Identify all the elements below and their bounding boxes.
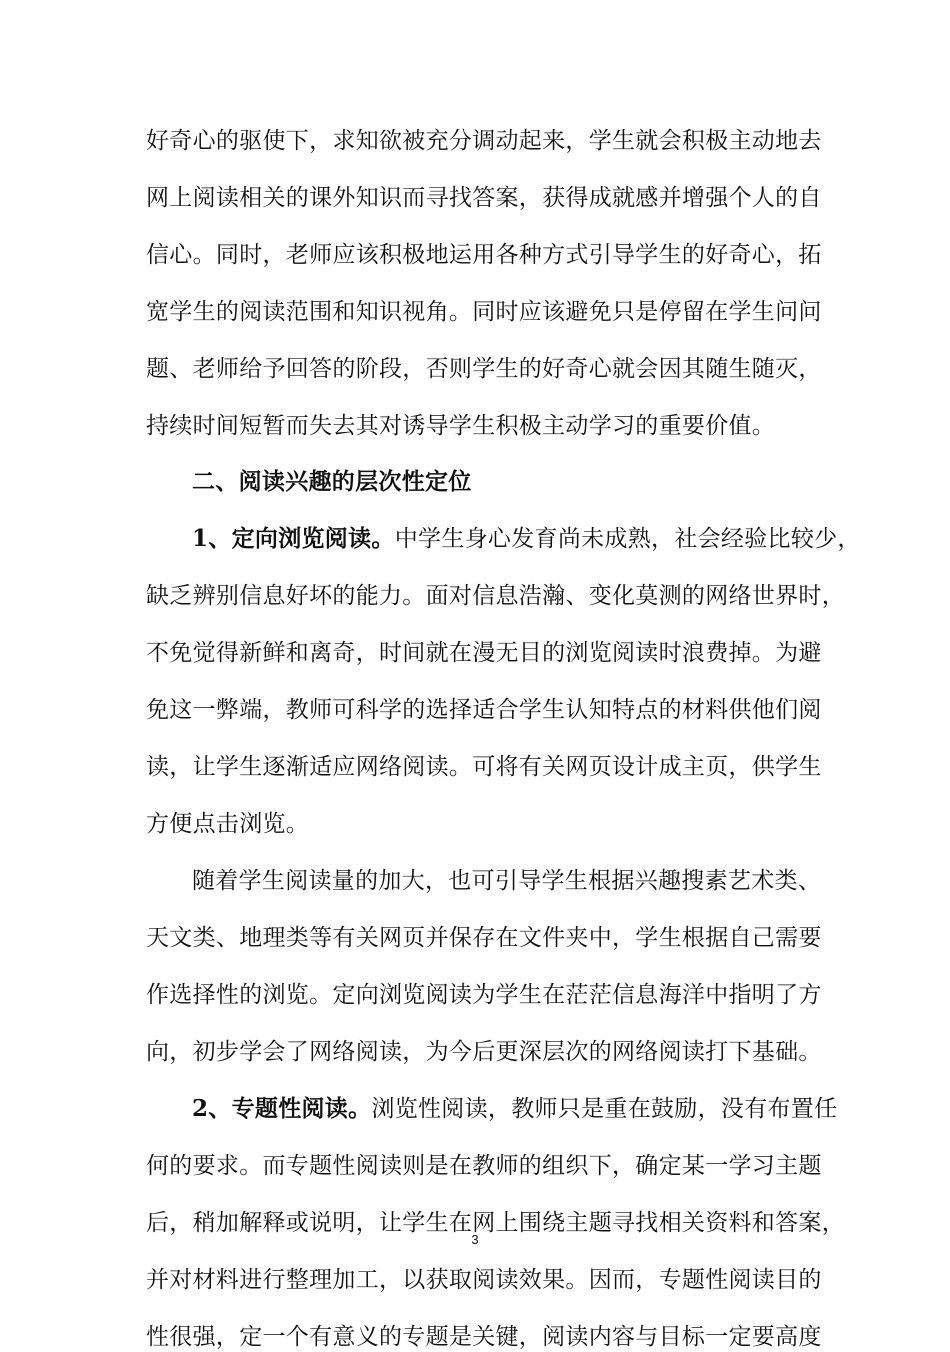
item2-title: 2、专题性阅读。	[192, 1095, 372, 1122]
paragraph1-line-1: 好奇心的驱使下，求知欲被充分调动起来，学生就会积极主动地去	[146, 128, 822, 154]
section-heading: 二、阅读兴趣的层次性定位	[192, 468, 472, 495]
item2-line-2: 何的要求。而专题性阅读则是在教师的组织下，确定某一学习主题	[146, 1153, 822, 1179]
page-number: 3	[471, 1232, 479, 1247]
item1-line-2: 缺乏辨别信息好坏的能力。面对信息浩瀚、变化莫测的网络世界时，	[146, 583, 845, 609]
paragraph1-line-5: 题、老师给予回答的阶段，否则学生的好奇心就会因其随生随灭，	[146, 356, 822, 382]
item1-line-3: 不免觉得新鲜和离奇，时间就在漫无目的浏览阅读时浪费掉。为避	[146, 640, 822, 666]
item2-first-line-text: 浏览性阅读，教师只是重在鼓励，没有布置任	[371, 1096, 838, 1122]
paragraph2-line-2: 天文类、地理类等有关网页并保存在文件夹中，学生根据自己需要	[146, 925, 822, 951]
item2-line-5: 性很强，定一个有意义的专题是关键，阅读内容与目标一定要高度	[146, 1324, 822, 1350]
paragraph2-line-1: 随着学生阅读量的加大，也可引导学生根据兴趣搜素艺术类、	[192, 868, 822, 894]
paragraph2-line-4: 向，初步学会了网络阅读，为今后更深层次的网络阅读打下基础。	[146, 1039, 822, 1065]
item1-first-line-text: 中学生身心发育尚未成熟，社会经验比较少，	[394, 526, 861, 552]
paragraph2-line-3: 作选择性的浏览。定向浏览阅读为学生在茫茫信息海洋中指明了方	[146, 982, 822, 1008]
paragraph1-line-2: 网上阅读相关的课外知识而寻找答案，获得成就感并增强个人的自	[146, 185, 822, 211]
item1-line-1	[192, 524, 861, 554]
paragraph1-line-6: 持续时间短暂而失去其对诱导学生积极主动学习的重要价值。	[146, 413, 776, 439]
item2-line-4: 并对材料进行整理加工，以获取阅读效果。因而，专题性阅读目的	[146, 1267, 822, 1293]
item2-line-1	[192, 1094, 837, 1124]
paragraph1-line-3: 信心。同时，老师应该积极地运用各种方式引导学生的好奇心，拓	[146, 242, 822, 268]
item1-line-4: 免这一弊端，教师可科学的选择适合学生认知特点的材料供他们阅	[146, 697, 822, 723]
item1-line-5: 读，让学生逐渐适应网络阅读。可将有关网页设计成主页，供学生	[146, 754, 822, 780]
item1-line-6: 方便点击浏览。	[146, 811, 310, 837]
item2-line-3: 后，稍加解释或说明，让学生在网上围绕主题寻找相关资料和答案，	[146, 1210, 845, 1236]
paragraph1-line-4: 宽学生的阅读范围和知识视角。同时应该避免只是停留在学生问问	[146, 299, 822, 325]
item1-title: 1、定向浏览阅读。	[192, 525, 395, 552]
